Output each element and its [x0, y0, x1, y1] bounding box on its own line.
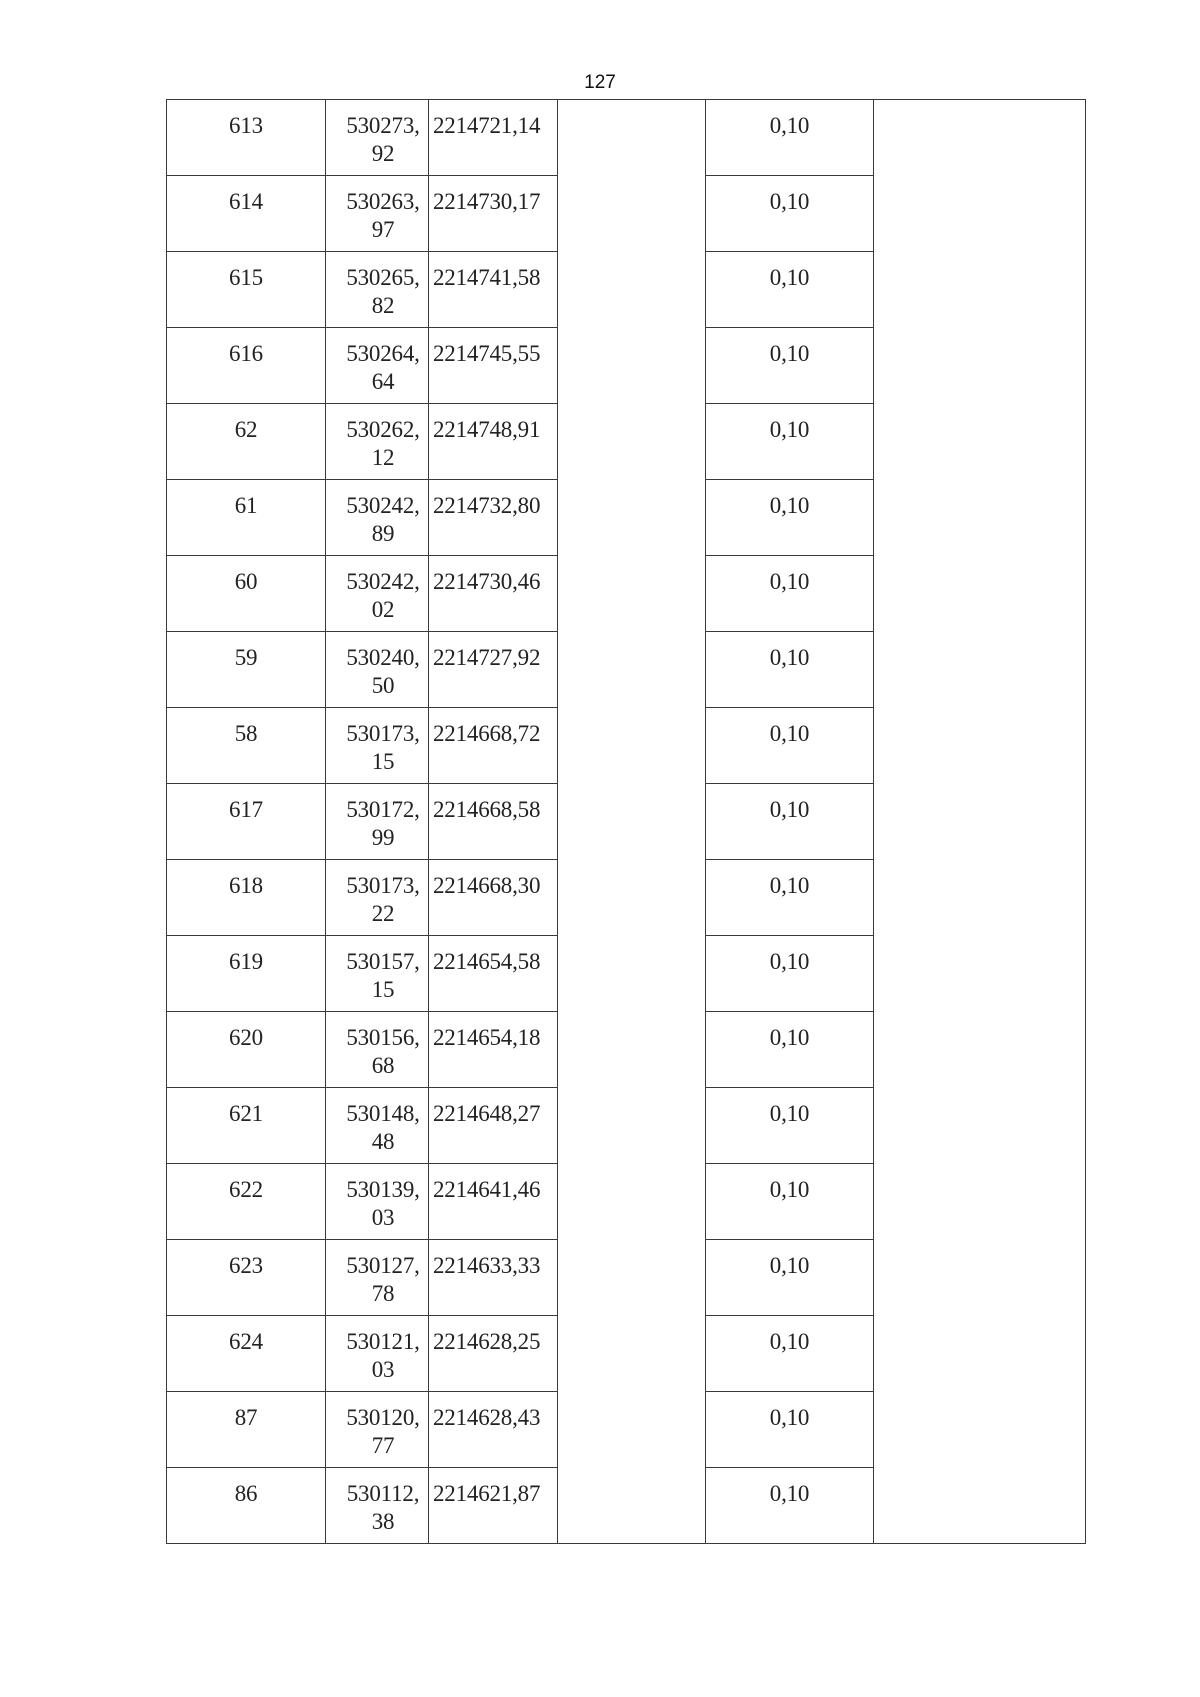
y-coordinate-cell — [429, 480, 558, 556]
precision-cell — [706, 1316, 874, 1392]
precision-cell — [706, 404, 874, 480]
precision-cell-text: 0,10 — [769, 1101, 810, 1126]
x-coordinate-cell-text: 530242, 89 — [346, 493, 420, 546]
x-coordinate-cell — [326, 936, 429, 1012]
x-coordinate-cell-text: 530262, 12 — [346, 417, 420, 470]
x-coordinate-cell-text: 530263, 97 — [346, 189, 420, 242]
point-number-cell-text: 623 — [229, 1253, 263, 1278]
point-number-cell-text: 87 — [234, 1405, 258, 1430]
notes-column-cell — [874, 100, 1086, 1544]
x-coordinate-cell-text: 530240, 50 — [346, 645, 420, 698]
precision-cell-text: 0,10 — [769, 1329, 810, 1354]
x-coordinate-cell — [326, 404, 429, 480]
x-coordinate-cell-text: 530148, 48 — [346, 1101, 420, 1154]
precision-cell-text: 0,10 — [769, 569, 810, 594]
point-number-cell — [167, 556, 326, 632]
y-coordinate-cell — [429, 936, 558, 1012]
x-coordinate-cell-text: 530173, 15 — [346, 721, 420, 774]
point-number-cell — [167, 176, 326, 252]
precision-cell-text: 0,10 — [769, 873, 810, 898]
precision-cell-text: 0,10 — [769, 721, 810, 746]
precision-cell-text: 0,10 — [769, 493, 810, 518]
y-coordinate-cell — [429, 556, 558, 632]
x-coordinate-cell-text: 530157, 15 — [346, 949, 420, 1002]
y-coordinate-cell-text: 2214628,25 — [433, 1329, 541, 1354]
point-number-cell-text: 614 — [229, 189, 263, 214]
y-coordinate-cell-text: 2214621,87 — [433, 1481, 541, 1506]
x-coordinate-cell — [326, 328, 429, 404]
precision-cell-text: 0,10 — [769, 1253, 810, 1278]
x-coordinate-cell — [326, 176, 429, 252]
y-coordinate-cell-text: 2214654,58 — [433, 949, 541, 974]
precision-cell — [706, 556, 874, 632]
point-number-cell — [167, 936, 326, 1012]
x-coordinate-cell — [326, 1012, 429, 1088]
precision-cell-text: 0,10 — [769, 1405, 810, 1430]
y-coordinate-cell-text: 2214668,72 — [433, 721, 541, 746]
point-number-cell — [167, 1164, 326, 1240]
y-coordinate-cell — [429, 1468, 558, 1544]
precision-cell — [706, 632, 874, 708]
point-number-cell-text: 61 — [234, 493, 258, 518]
point-number-cell-text: 60 — [234, 569, 258, 594]
y-coordinate-cell-text: 2214727,92 — [433, 645, 541, 670]
y-coordinate-cell — [429, 860, 558, 936]
precision-cell — [706, 176, 874, 252]
coordinates-table-body — [167, 100, 1086, 1544]
y-coordinate-cell — [429, 632, 558, 708]
y-coordinate-cell-text: 2214730,46 — [433, 569, 541, 594]
precision-cell — [706, 1240, 874, 1316]
precision-cell — [706, 1392, 874, 1468]
point-number-cell — [167, 784, 326, 860]
precision-cell-text: 0,10 — [769, 417, 810, 442]
point-number-cell-text: 615 — [229, 265, 263, 290]
x-coordinate-cell — [326, 480, 429, 556]
y-coordinate-cell — [429, 1088, 558, 1164]
x-coordinate-cell-text: 530242, 02 — [346, 569, 420, 622]
x-coordinate-cell-text: 530173, 22 — [346, 873, 420, 926]
point-number-cell — [167, 252, 326, 328]
x-coordinate-cell-text: 530112, 38 — [346, 1481, 420, 1534]
point-number-cell-text: 86 — [234, 1481, 258, 1506]
x-coordinate-cell-text: 530120, 77 — [346, 1405, 420, 1458]
precision-cell-text: 0,10 — [769, 189, 810, 214]
point-number-cell-text: 621 — [229, 1101, 263, 1126]
precision-cell — [706, 860, 874, 936]
point-number-cell-text: 624 — [229, 1329, 263, 1354]
x-coordinate-cell-text: 530264, 64 — [346, 341, 420, 394]
precision-cell — [706, 1468, 874, 1544]
point-number-cell — [167, 328, 326, 404]
x-coordinate-cell-text: 530139, 03 — [346, 1177, 420, 1230]
y-coordinate-cell-text: 2214745,55 — [433, 341, 541, 366]
x-coordinate-cell-text: 530172, 99 — [346, 797, 420, 850]
y-coordinate-cell-text: 2214648,27 — [433, 1101, 541, 1126]
y-coordinate-cell-text: 2214721,14 — [433, 113, 541, 138]
y-coordinate-cell — [429, 100, 558, 176]
point-number-cell — [167, 480, 326, 556]
page-number: 127 — [584, 72, 616, 93]
x-coordinate-cell — [326, 100, 429, 176]
x-coordinate-cell — [326, 632, 429, 708]
precision-cell — [706, 936, 874, 1012]
y-coordinate-cell-text: 2214633,33 — [433, 1253, 541, 1278]
y-coordinate-cell — [429, 1240, 558, 1316]
y-coordinate-cell-text: 2214730,17 — [433, 189, 541, 214]
point-number-cell-text: 617 — [229, 797, 263, 822]
precision-cell — [706, 480, 874, 556]
y-coordinate-cell — [429, 708, 558, 784]
x-coordinate-cell — [326, 1164, 429, 1240]
point-number-cell — [167, 100, 326, 176]
x-coordinate-cell — [326, 1316, 429, 1392]
precision-cell — [706, 1088, 874, 1164]
precision-cell — [706, 100, 874, 176]
y-coordinate-cell — [429, 1392, 558, 1468]
x-coordinate-cell — [326, 252, 429, 328]
precision-cell-text: 0,10 — [769, 645, 810, 670]
x-coordinate-cell — [326, 708, 429, 784]
precision-cell-text: 0,10 — [769, 265, 810, 290]
precision-cell — [706, 252, 874, 328]
x-coordinate-cell — [326, 860, 429, 936]
x-coordinate-cell-text: 530156, 68 — [346, 1025, 420, 1078]
precision-cell-text: 0,10 — [769, 1481, 810, 1506]
x-coordinate-cell — [326, 1392, 429, 1468]
precision-cell-text: 0,10 — [769, 949, 810, 974]
point-number-cell-text: 620 — [229, 1025, 263, 1050]
x-coordinate-cell — [326, 1240, 429, 1316]
point-number-cell-text: 59 — [234, 645, 258, 670]
y-coordinate-cell — [429, 328, 558, 404]
y-coordinate-cell-text: 2214641,46 — [433, 1177, 541, 1202]
point-number-cell — [167, 1012, 326, 1088]
y-coordinate-cell-text: 2214654,18 — [433, 1025, 541, 1050]
x-coordinate-cell-text: 530127, 78 — [346, 1253, 420, 1306]
point-number-cell-text: 616 — [229, 341, 263, 366]
point-number-cell-text: 62 — [234, 417, 258, 442]
precision-cell-text: 0,10 — [769, 797, 810, 822]
table-row — [167, 100, 1086, 176]
precision-cell — [706, 708, 874, 784]
precision-cell — [706, 1164, 874, 1240]
y-coordinate-cell-text: 2214628,43 — [433, 1405, 541, 1430]
point-number-cell-text: 58 — [234, 721, 258, 746]
point-number-cell — [167, 708, 326, 784]
y-coordinate-cell — [429, 784, 558, 860]
y-coordinate-cell — [429, 1316, 558, 1392]
precision-cell — [706, 328, 874, 404]
point-number-cell — [167, 1240, 326, 1316]
point-number-cell-text: 613 — [229, 113, 263, 138]
x-coordinate-cell — [326, 784, 429, 860]
precision-cell — [706, 1012, 874, 1088]
y-coordinate-cell — [429, 1164, 558, 1240]
x-coordinate-cell — [326, 556, 429, 632]
x-coordinate-cell — [326, 1468, 429, 1544]
point-number-cell — [167, 1392, 326, 1468]
precision-cell-text: 0,10 — [769, 1177, 810, 1202]
point-number-cell-text: 622 — [229, 1177, 263, 1202]
precision-cell-text: 0,10 — [769, 341, 810, 366]
x-coordinate-cell-text: 530273, 92 — [346, 113, 420, 166]
precision-cell-text: 0,10 — [769, 1025, 810, 1050]
precision-cell-text: 0,10 — [769, 113, 810, 138]
y-coordinate-cell — [429, 404, 558, 480]
blank-column-cell — [558, 100, 706, 1544]
point-number-cell — [167, 860, 326, 936]
point-number-cell-text: 618 — [229, 873, 263, 898]
y-coordinate-cell-text: 2214732,80 — [433, 493, 541, 518]
y-coordinate-cell-text: 2214748,91 — [433, 417, 541, 442]
y-coordinate-cell-text: 2214741,58 — [433, 265, 541, 290]
y-coordinate-cell-text: 2214668,30 — [433, 873, 541, 898]
point-number-cell-text: 619 — [229, 949, 263, 974]
y-coordinate-cell — [429, 176, 558, 252]
x-coordinate-cell-text: 530121, 03 — [346, 1329, 420, 1382]
point-number-cell — [167, 632, 326, 708]
x-coordinate-cell — [326, 1088, 429, 1164]
point-number-cell — [167, 1468, 326, 1544]
point-number-cell — [167, 1088, 326, 1164]
coordinates-table — [166, 99, 1086, 1544]
point-number-cell — [167, 1316, 326, 1392]
x-coordinate-cell-text: 530265, 82 — [346, 265, 420, 318]
y-coordinate-cell — [429, 1012, 558, 1088]
precision-cell — [706, 784, 874, 860]
point-number-cell — [167, 404, 326, 480]
y-coordinate-cell-text: 2214668,58 — [433, 797, 541, 822]
y-coordinate-cell — [429, 252, 558, 328]
